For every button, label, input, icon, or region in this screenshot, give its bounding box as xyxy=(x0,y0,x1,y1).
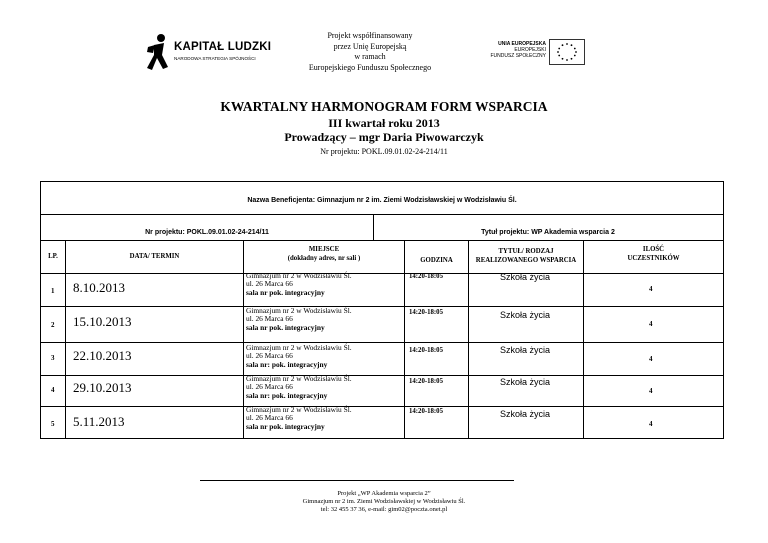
row-count: 4 xyxy=(649,285,653,293)
row-room: sala nr: pok. integracyjny xyxy=(246,359,328,369)
row-count: 4 xyxy=(649,320,653,328)
table-divider xyxy=(373,214,374,240)
beneficiary-name: Nazwa Beneficjenta: Gimnazjum nr 2 im. Ziemi Wodzisławskiej w Wodzisławiu Śl. xyxy=(247,197,517,204)
table-divider xyxy=(40,342,724,343)
footer-line: Gimnazjum nr 2 im. Ziemi Wodzisławskiej w Wodzisławiu Śl. xyxy=(302,498,466,505)
table-divider xyxy=(40,214,724,215)
table-divider xyxy=(40,406,724,407)
row-hour: 14:20-18:05 xyxy=(409,309,443,316)
row-place xyxy=(246,307,352,332)
row-title: Szkoła życia xyxy=(499,377,551,387)
table-divider xyxy=(40,306,724,307)
row-number: 1 xyxy=(51,287,55,295)
row-place-line: Gimnazjum nr 2 w Wodzisławiu Śl. xyxy=(246,374,352,383)
row-title: Szkoła życia xyxy=(499,345,551,355)
header-place-line: (dokładny adres, nr sali ) xyxy=(287,254,361,262)
cofinance-line: przez Unię Europejską xyxy=(333,41,407,51)
row-hour: 14:20-18:05 xyxy=(409,273,443,280)
footer-divider xyxy=(200,480,514,481)
row-number: 4 xyxy=(51,386,55,394)
project-number: Nr projektu: POKL.09.01.02-24-214/11 xyxy=(320,147,448,156)
row-place-line: ul. 26 Marca 66 xyxy=(246,314,293,324)
row-number: 5 xyxy=(51,420,55,428)
row-date: 8.10.2013 xyxy=(73,280,125,295)
cofinance-line: w ramach xyxy=(354,52,386,61)
row-room: sala nr: pok. integracyjny xyxy=(246,390,328,400)
row-date: 22.10.2013 xyxy=(73,348,132,363)
cofinance-line: Europejskiego Funduszu Społecznego xyxy=(308,62,432,72)
header-place xyxy=(244,246,404,263)
table-divider xyxy=(40,375,724,376)
row-hour: 14:20-18:05 xyxy=(409,408,443,415)
eu-logo-line: UNIA EUROPEJSKA xyxy=(498,41,546,47)
eu-logo-line: FUNDUSZ SPOŁECZNY xyxy=(490,53,546,59)
row-count: 4 xyxy=(649,420,653,428)
header-hour: GODZINA xyxy=(420,257,453,264)
cofinance-line: Projekt współfinansowany xyxy=(327,31,413,40)
row-date: 29.10.2013 xyxy=(73,380,132,395)
header-date: DATA/ TERMIN xyxy=(129,253,180,260)
table-divider xyxy=(243,240,244,439)
table-divider xyxy=(40,240,724,241)
header-count-line: ILOŚĆ xyxy=(642,246,665,253)
logo-subtitle: NARODOWA STRATEGIA SPÓJNOŚCI xyxy=(174,56,256,61)
row-title: Szkoła życia xyxy=(499,409,551,419)
header-type-line: REALIZOWANEGO WSPARCIA xyxy=(475,256,577,264)
table-project-number: Nr projektu: POKL.09.01.02-24-214/11 xyxy=(145,229,269,236)
leader-subtitle: Prowadzący – mgr Daria Piwowarczyk xyxy=(284,130,484,144)
row-hour: 14:20-18:05 xyxy=(409,378,443,385)
cofinance-text xyxy=(290,31,450,73)
row-place xyxy=(246,375,352,400)
row-date: 5.11.2013 xyxy=(73,414,125,429)
row-room: sala nr pok. integracyjny xyxy=(246,421,325,431)
row-place xyxy=(246,272,352,297)
schedule-table xyxy=(40,181,724,439)
row-number: 2 xyxy=(51,321,55,329)
table-divider xyxy=(40,273,724,274)
row-place-line: Gimnazjum nr 2 w Wodzisławiu Śl. xyxy=(246,405,352,414)
row-hour: 14:20-18:05 xyxy=(409,347,443,354)
eu-logo-text xyxy=(490,41,546,59)
row-count: 4 xyxy=(649,387,653,395)
table-divider xyxy=(404,240,405,439)
quarter-subtitle: III kwartał roku 2013 xyxy=(328,116,440,130)
header-count xyxy=(584,246,723,263)
header-type xyxy=(469,248,583,265)
footer xyxy=(200,490,568,514)
kapital-ludzki-logo xyxy=(146,33,272,73)
row-place-line: ul. 26 Marca 66 xyxy=(246,413,293,423)
row-place xyxy=(246,344,352,369)
eu-logo-line: EUROPEJSKI xyxy=(514,47,546,53)
footer-line: tel: 32 455 37 36, e-mail: gim02@poczta.onet.pl xyxy=(320,506,448,513)
table-project-title: Tytuł projektu: WP Akademia wsparcia 2 xyxy=(481,229,615,236)
row-place xyxy=(246,406,352,431)
row-room: sala nr pok. integracyjny xyxy=(246,322,325,332)
row-room: sala nr pok. integracyjny xyxy=(246,287,325,297)
row-title: Szkoła życia xyxy=(499,310,551,320)
kapital-ludzki-emblem-icon xyxy=(146,33,170,73)
row-date: 15.10.2013 xyxy=(73,314,132,329)
row-place-line: ul. 26 Marca 66 xyxy=(246,279,293,289)
header-type-line: TYTUŁ/ RODZAJ xyxy=(498,248,554,255)
row-place-line: Gimnazjum nr 2 w Wodzisławiu Śl. xyxy=(246,306,352,315)
row-title: Szkoła życia xyxy=(499,272,551,282)
table-divider xyxy=(65,240,66,439)
row-place-line: Gimnazjum nr 2 w Wodzisławiu Śl. xyxy=(246,343,352,352)
header-lp: LP. xyxy=(48,253,58,260)
header-count-line: UCZESTNIKÓW xyxy=(627,254,680,262)
row-place-line: ul. 26 Marca 66 xyxy=(246,351,293,361)
row-place-line: Gimnazjum nr 2 w Wodzisławiu Śl. xyxy=(246,271,352,280)
eu-logo xyxy=(485,37,585,67)
document-title: KWARTALNY HARMONOGRAM FORM WSPARCIA xyxy=(220,99,548,114)
logo-title: KAPITAŁ LUDZKI xyxy=(174,41,272,53)
footer-line: Projekt „WP Akademia wsparcia 2” xyxy=(337,490,431,497)
row-number: 3 xyxy=(51,354,55,362)
eu-flag-icon xyxy=(549,39,585,65)
row-count: 4 xyxy=(649,355,653,363)
header-place-line: MIEJSCE xyxy=(308,246,340,253)
row-place-line: ul. 26 Marca 66 xyxy=(246,382,293,392)
